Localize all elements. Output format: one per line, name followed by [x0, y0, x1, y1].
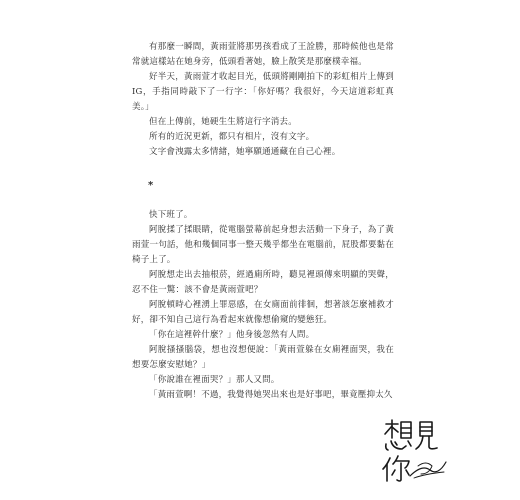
section-separator: *	[148, 180, 154, 191]
paragraph: 有那麼一瞬間，黃雨萱將那男孩看成了王詮勝，那時候他也是常常就這樣站在她身旁，低頭看著她，臉上散笑是那麼樸幸福。	[132, 42, 394, 67]
paragraph: 文字會洩露太多情緒，她寧願通通藏在自己心裡。	[149, 147, 341, 157]
paragraph: 快下班了。	[149, 210, 193, 220]
paragraph: 阿脫搔搔腦袋，想也沒想便說：「黃雨萱躲在女廁裡面哭，我在想要怎麼安慰她？」	[132, 345, 394, 370]
paragraph: 阿脫想走出去抽根菸，經過廁所時，聽見裡頭傳來明顯的哭聲，忍不住一驚：該不會是黃雨萱吧？	[132, 270, 394, 295]
paragraph: 阿脫頓時心裡湧上罪惡感，在女廁面前徘徊，想著該怎麼補救才好，卻不知自己這行為看起來就像想偷窺的變態狂。	[132, 300, 394, 325]
paragraph: 但在上傳前，她硬生生將這行字消去。	[149, 117, 297, 127]
paragraph: 阿脫揉了揉眼睛，從電腦螢幕前起身想去活動一下身子，為了黃雨萱一句話，他和幾個同事一整天幾乎都坐在電腦前，屁股都要黏在椅子上了。	[132, 225, 394, 265]
paragraph: 所有的近況更新，都只有相片，沒有文字。	[149, 132, 315, 142]
paragraph: 「你在這裡幹什麼？」他身後忽然有人問。	[149, 330, 315, 340]
section-one	[132, 40, 394, 160]
section-two	[132, 208, 394, 403]
paragraph: 好半天，黃雨萱才收起目光，低頭將剛剛拍下的彩虹相片上傳到IG，手指同時敲下了一行字：「你好嗎？我很好，今天這道彩虹真美。」	[132, 72, 394, 112]
paragraph: 「你說誰在裡面哭？」那人又問。	[149, 375, 280, 385]
paragraph: 「黃雨萱啊！不過，我覺得她哭出來也是好事吧，畢竟壓抑太久	[149, 390, 393, 400]
handwritten-logo-icon	[380, 418, 450, 484]
